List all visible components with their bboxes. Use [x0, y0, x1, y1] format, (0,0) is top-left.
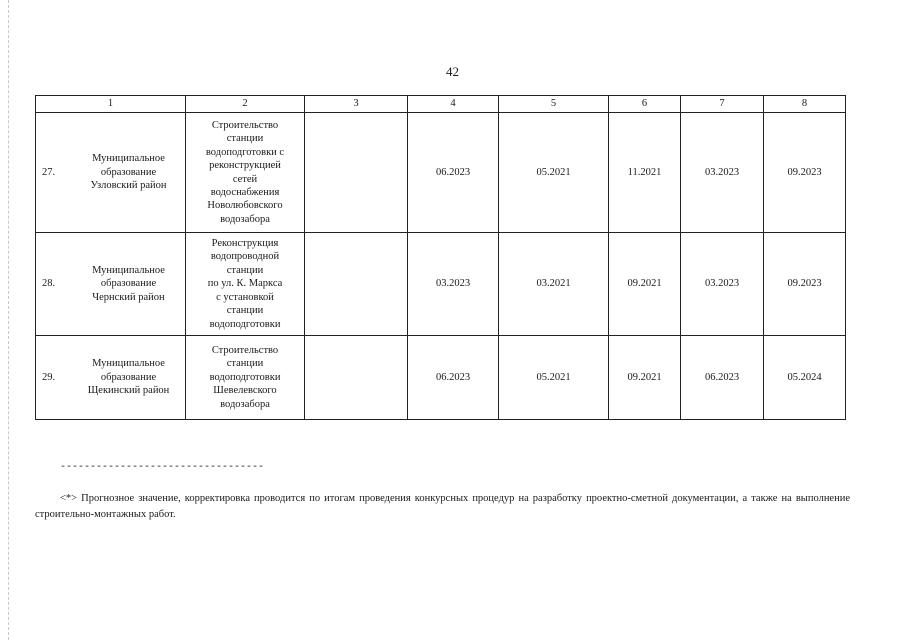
table-row — [36, 113, 846, 233]
date-cell: 11.2021 — [609, 113, 681, 233]
empty-cell — [305, 233, 408, 336]
date-cell: 03.2023 — [681, 233, 764, 336]
table-row — [36, 336, 846, 420]
date-cell: 05.2021 — [499, 113, 609, 233]
row-entry-cell — [36, 233, 186, 336]
column-header: 1 — [36, 96, 186, 113]
date-cell: 06.2023 — [408, 113, 499, 233]
date-cell: 05.2024 — [764, 336, 846, 420]
project-description: Реконструкция водопроводной станции по ул. К. Маркса с установкой станции водоподготовки — [186, 233, 305, 336]
column-header: 4 — [408, 96, 499, 113]
date-cell: 05.2021 — [499, 336, 609, 420]
empty-cell — [305, 336, 408, 420]
date-cell: 03.2023 — [408, 233, 499, 336]
table-header-row — [36, 96, 846, 113]
date-cell: 03.2021 — [499, 233, 609, 336]
page-margin-line — [8, 0, 9, 640]
date-cell: 09.2021 — [609, 233, 681, 336]
municipality-name: Муниципальное образование Чернский район — [92, 264, 165, 303]
municipality-name: Муниципальное образование Щекинский район — [87, 358, 170, 397]
page-number: 42 — [446, 64, 459, 79]
municipality-name: Муниципальное образование Узловский район — [90, 153, 167, 192]
row-number: 29. — [42, 371, 56, 383]
date-cell: 06.2023 — [681, 336, 764, 420]
date-cell: 09.2021 — [609, 336, 681, 420]
date-cell: 09.2023 — [764, 233, 846, 336]
row-number: 27. — [42, 166, 56, 178]
empty-cell — [305, 113, 408, 233]
date-cell: 09.2023 — [764, 113, 846, 233]
row-entry-cell — [36, 336, 186, 420]
column-header: 2 — [186, 96, 305, 113]
row-number: 28. — [42, 278, 56, 290]
footnote-text: <*> Прогнозное значение, корректировка проводится по итогам проведения конкурсных процедур на разработку проектно-сметной документации, а также на выполнение строительно-монтажных работ. — [35, 493, 850, 521]
project-description: Строительство станции водоподготовки Шевелевского водозабора — [186, 336, 305, 420]
project-description: Строительство станции водоподготовки с реконструкцией сетей водоснабжения Новолюбовского водозабора — [186, 113, 305, 233]
row-entry-cell — [36, 113, 186, 233]
schedule-table — [35, 95, 846, 420]
column-header: 3 — [305, 96, 408, 113]
date-cell: 03.2023 — [681, 113, 764, 233]
column-header: 8 — [764, 96, 846, 113]
column-header: 6 — [609, 96, 681, 113]
date-cell: 06.2023 — [408, 336, 499, 420]
table-row — [36, 233, 846, 336]
footnote-separator: ---------------------------------- — [60, 462, 265, 473]
column-header: 7 — [681, 96, 764, 113]
column-header: 5 — [499, 96, 609, 113]
